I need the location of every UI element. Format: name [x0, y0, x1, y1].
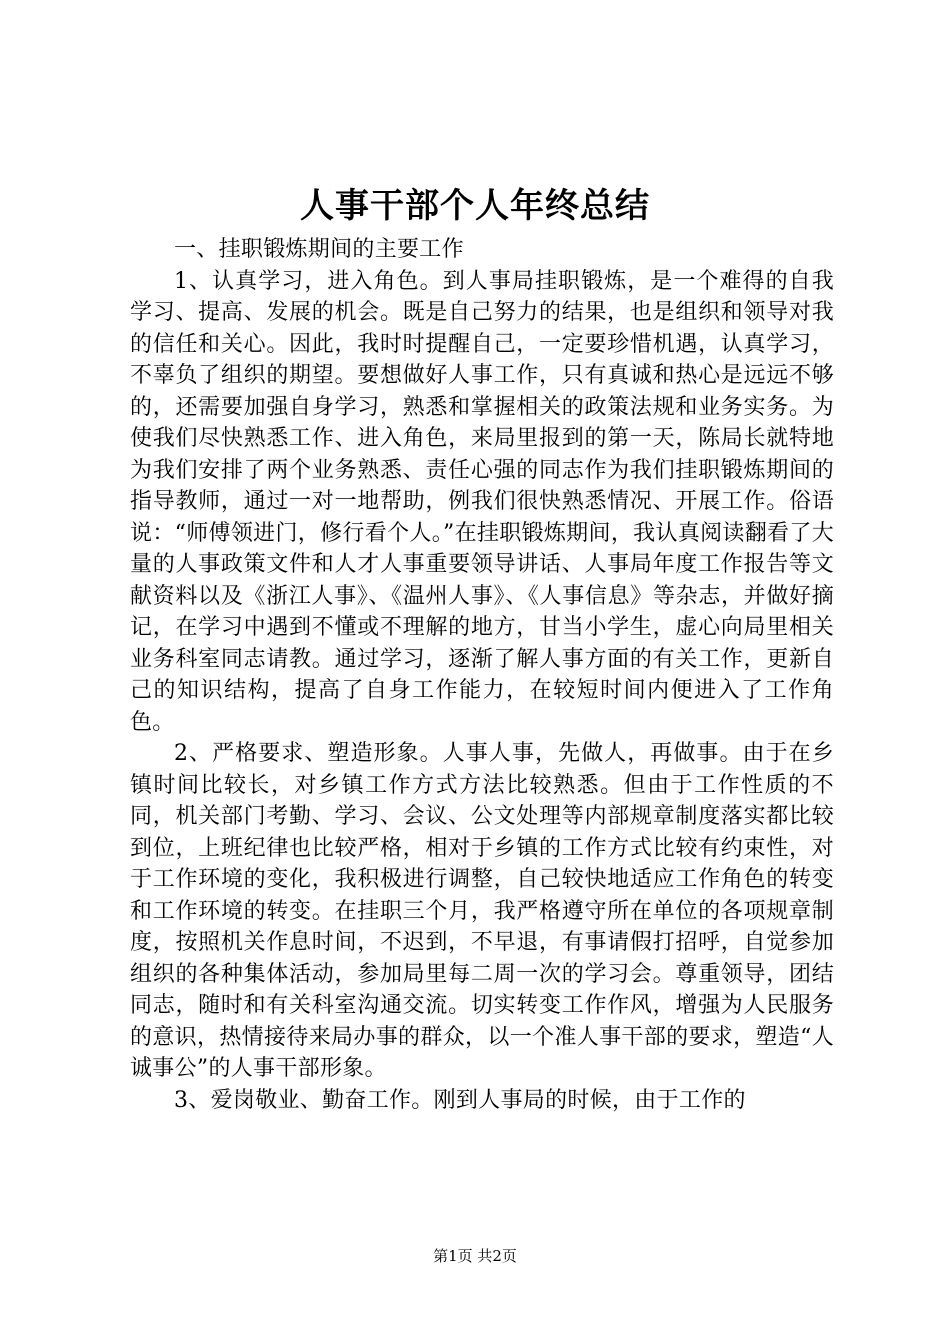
section-heading: 一、挂职锻炼期间的主要工作 [174, 237, 464, 262]
document-title: 人事干部个人年终总结 [300, 186, 650, 226]
document-body [130, 234, 834, 1116]
paragraph-1: 1、认真学习，进入角色。到人事局挂职锻炼，是一个难得的自我学习、提高、发展的机会。既是自己努力的结果，也是组织和领导对我的信任和关心。因此，我时时提醒自己，一定要珍惜机遇，认真学习，不辜负了组织的期望。要想做好人事工作，只有真诚和热心是远远不够的，还需要加强自身学习，熟悉和掌握相关的政策法规和业务实务。为使我们尽快熟悉工作、进入角色，来局里报到的第一天，陈局长就特地为我们安排了两个业务熟悉、责任心强的同志作为我们挂职锻炼期间的指导教师，通过一对一地帮助，例我们很快熟悉情况、开展工作。俗语说：“师傅领进门，修行看个人。”在挂职锻炼期间，我认真阅读翻看了大量的人事政策文件和人才人事重要领导讲话、人事局年度工作报告等文献资料以及《浙江人事》、《温州人事》、《人事信息》等杂志，并做好摘记，在学习中遇到不懂或不理解的地方，甘当小学生，虚心向局里相关业务科室同志请教。通过学习，逐渐了解人事方面的有关工作，更新自己的知识结构，提高了自身工作能力，在较短时间内便进入了工作角色。 [130, 268, 834, 735]
paragraph-3: 3、爱岗敬业、勤奋工作。刚到人事局的时候，由于工作的 [174, 1087, 746, 1113]
paragraph-2: 2、严格要求、塑造形象。人事人事，先做人，再做事。由于在乡镇时间比较长，对乡镇工作方式方法比较熟悉。但由于工作性质的不同，机关部门考勤、学习、会议、公文处理等内部规章制度落实都比较到位，上班纪律也比较严格，相对于乡镇的工作方式比较有约束性，对于工作环境的变化，我积极进行调整，自己较快地适应工作角色的转变和工作环境的转变。在挂职三个月，我严格遵守所在单位的各项规章制度，按照机关作息时间，不迟到，不早退，有事请假打招呼，自觉参加组织的各种集体活动，参加局里每二周一次的学习会。尊重领导，团结同志，随时和有关科室沟通交流。切实转变工作作风，增强为人民服务的意识，热情接待来局办事的群众，以一个准人事干部的要求，塑造“人诚事公”的人事干部形象。 [130, 741, 834, 1081]
page-footer: 第1页 共2页 [433, 1247, 517, 1265]
